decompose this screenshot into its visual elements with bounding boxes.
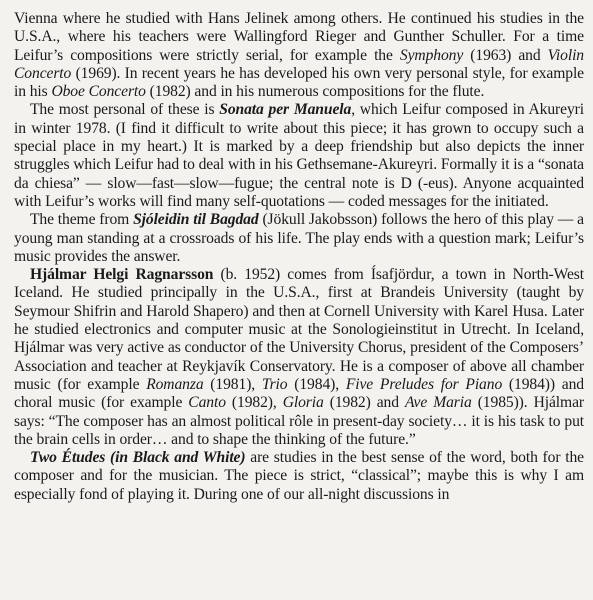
paragraph [14,266,584,449]
italic-title: Canto [188,394,226,412]
italic-title: Violin Concerto [14,46,584,82]
text-run: (1982), [225,394,283,412]
text-run: (1982) and [323,394,405,412]
italic-title: Symphony [399,46,464,64]
italic-title: Five Preludes for Piano [345,375,503,393]
text-run: (1984), [287,375,346,393]
text-run: (1982) and in his numerous compositions for the flute. [145,83,485,101]
text-run: , which Leifur composed in Akureyri in winter 1978. (I find it difficult to write about this piece; it has grown to occupy such a special place in my heart.) It is marked by a deep friendship but also depicts the inner struggles which Leifur had to deal with in his Gethsemane-Akureyri. Formally it is a “sonata da chiesa” — slow—fast—slow—fugue; the central note is D (-eus). Anyone acquainted with Leifur’s works will find many self-quotations — coded messages for the initiated. [14,101,584,210]
paragraph [14,211,584,266]
italic-title: Gloria [282,394,324,412]
italic-title: Trio [261,375,288,393]
italic-title: Romanza [146,375,204,393]
bold-italic-title: Sonata per Manuela [219,101,352,119]
composer-name: Hjálmar Helgi Ragnarsson [30,266,214,284]
bold-italic-title: Sjóleidin til Bagdad [133,211,259,229]
italic-title: Oboe Concerto [51,83,146,101]
text-run: Vienna where he studied with Hans Jelinek among others. He continued his studies in the U.S.A., where his teachers were Wallingford Rieger and Gunther Schuller. For a time Leifur’s compositions were strictly serial, for example the [14,10,584,64]
paragraph [14,449,584,504]
text-run: (1985)). Hjálmar says: “The composer has an almost political rôle in present-day society… it is his task to put the brain cells in order… and to shape the thinking of the future.” [14,394,584,448]
text-run: (1984)) and choral music (for example [14,375,584,412]
italic-title: Ave Maria [404,394,472,412]
paragraph [14,101,584,211]
text-run: (Jökull Jakobsson) follows the hero of this play — a young man standing at a crossroads of his life. The play ends with a question mark; Leifur’s music provides the answer. [14,211,584,265]
text-run: (1963) and [463,46,548,64]
text-run: (b. 1952) comes from Ísafjördur, a town in North-West Iceland. He studied principally in the U.S.A., first at Brandeis University (taught by Seymour Shifrin and Harold Shapero) and then at Cornell University with Karel Husa. Later he studied electronics and computer music at the Sonologieinstitut in Utrecht. In Iceland, Hjálmar was very active as conductor of the University Chorus, president of the Composers’ Association and teacher at Reykjavík Conservatory. He is a composer of above all chamber music (for example [14,266,585,393]
paragraph [14,10,584,101]
text-run: The theme from [30,211,134,229]
text-run: (1981), [203,375,262,393]
text-run: (1969). In recent years he has developed his own very personal style, for example in his [14,64,584,101]
text-run: The most personal of these is [30,101,220,119]
document-page [14,10,584,504]
text-run: are studies in the best sense of the word, both for the composer and for the musician. The piece is strict, “classical”; maybe this is why I am especially fond of playing it. During one of our all-night discussions in [14,449,584,503]
bold-italic-title: Two Études (in Black and White) [30,449,246,467]
